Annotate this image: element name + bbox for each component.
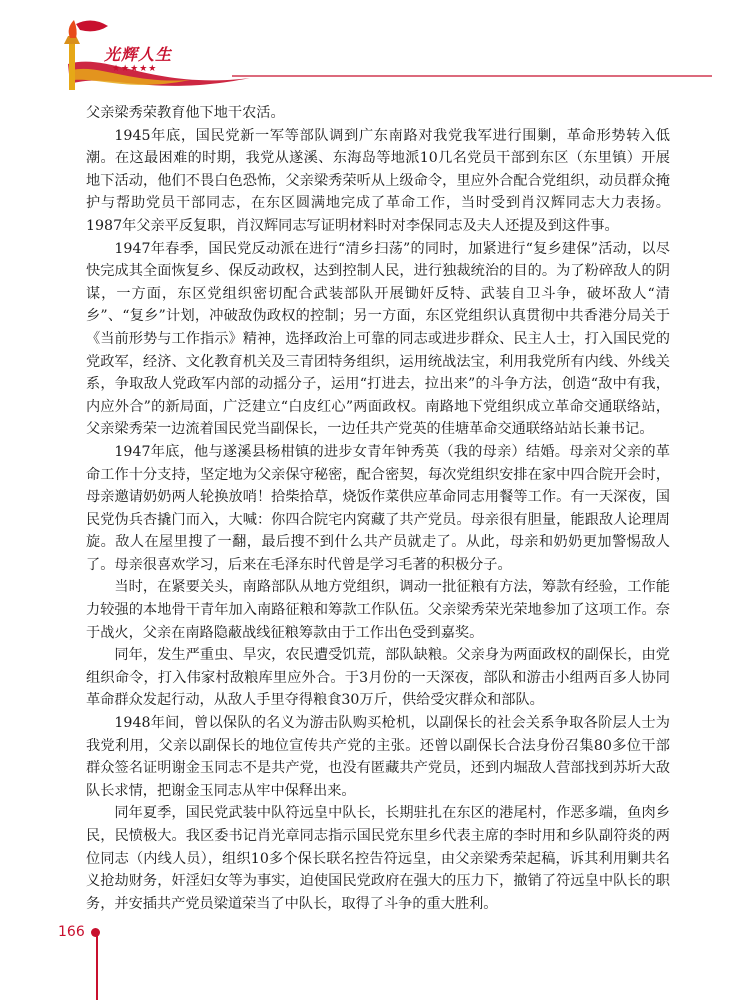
header-banner bbox=[0, 0, 732, 100]
flag-icon bbox=[69, 20, 108, 38]
paragraph: 同年，发生严重虫、旱灾，农民遭受饥荒，部队缺粮。父亲身为两面政权的副保长，由党组织命令，打入伟家村敌粮库里应外合。于3月份的一天深夜，部队和游击小组两百多人协同革命群众发起行动，从敌人手里夺得粮食30万斤，供给受灾群众和部队。 bbox=[86, 647, 670, 709]
paragraph: 1947年春季，国民党反动派在进行“清乡扫荡”的同时，加紧进行“复乡建保”活动，以尽快完成其全面恢复乡、保反动政权，达到控制人民，进行独裁统治的目的。为了粉碎敌人的阴谋，一方面，东区党组织密切配合武装部队开展锄奸反特、武装自卫斗争，破坏敌人“清乡”、“复乡”计划，冲破敌伪政权的控制；另一方面，东区党组织认真贯彻中共香港分局关于《当前形势与工作指示》精神，选择政治上可靠的同志或进步群众、民主人士，打入国民党的党政军，经济、文化教育机关及三青团特务组织，运用统战法宝，利用我党所有内线、外线关系，争取敌人党政军内部的动摇分子，运用“打进去，拉出来”的斗争方法，创造“敌中有我，内应外合”的新局面，广泛建立“白皮红心”两面政权。南路地下党组织成立革命交通联络站，父亲梁秀荣一边流着国民党当副保长，一边任共产党英的佳塘革命交通联络站站长兼书记。 bbox=[86, 240, 670, 438]
paragraph: 同年夏季，国民党武装中队符远皇中队长，长期驻扎在东区的港尾村，作恶多端，鱼肉乡民，民愤极大。我区委书记肖光章同志指示国民党东里乡代表主席的李时用和乡队副符炎的两位同志（内线人员），组织10多个保长联名控告符远皇，由父亲梁秀荣起稿，诉其利用剿共名义抢劫财务，奸淫妇女等为事实，迫使国民党政府在强大的压力下，撤销了符远皇中队长的职务，并安插共产党员梁道荣当了中队长，取得了斗争的重大胜利。 bbox=[86, 805, 670, 912]
margin-rule bbox=[96, 936, 98, 1000]
article-body bbox=[86, 102, 670, 915]
paragraph: 当时，在紧要关头，南路部队从地方党组织，调动一批征粮有方法，筹款有经验，工作能力较强的本地骨干青年加入南路征粮和筹款工作队伍。父亲梁秀荣光荣地参加了这项工作。奈于战火，父亲在南路隐蔽战线征粮筹款由于工作出色受到嘉奖。 bbox=[86, 579, 670, 641]
paragraph: 父亲梁秀荣教育他下地干农活。 bbox=[86, 105, 285, 121]
paragraph: 1948年间，曾以保队的名义为游击队购买枪机，以副保长的社会关系争取各阶层人士为我党利用，父亲以副保长的地位宣传共产党的主张。还曾以副保长合法身份召集80多位干部群众签名证明谢金玉同志不是共产党，也没有匿藏共产党员，还到内堀敌人营部找到苏圻大敌队长求情，把谢金玉同志从牢中保释出来。 bbox=[86, 715, 670, 799]
section-title: 光辉人生 bbox=[104, 45, 173, 64]
paragraph: 1947年底，他与遂溪县杨柑镇的进步女青年钟秀英（我的母亲）结婚。母亲对父亲的革命工作十分支持，坚定地为父亲保守秘密，配合密契，每次党组织安排在家中四合院开会时，母亲邀请奶奶两人轮换放哨！拾柴拾草，烧饭作菜供应革命同志用餐等工作。有一天深夜，国民党伪兵杏撬门而入，大喊：你四合院宅内窝藏了共产党员。母亲很有胆量，能跟敌人论理周旋。敌人在屋里搜了一翻，最后搜不到什么共产员就走了。从此，母亲和奶奶更加警惕敌人了。母亲很喜欢学习，后来在毛泽东时代曾是学习毛著的积极分子。 bbox=[86, 443, 670, 573]
page-number: 166 bbox=[58, 924, 85, 940]
paragraph: 1945年底，国民党新一军等部队调到广东南路对我党我军进行围剿，革命形势转入低潮。在这最困难的时期，我党从遂溪、东海岛等地派10几名党员干部到东区（东里镇）开展地下活动，他们不畏白色恐怖，父亲梁秀荣听从上级命令，里应外合配合党组织，动员群众掩护与帮助党员干部同志，在东区圆满地完成了革命工作，当时受到肖汉辉同志大力表扬。1987年父亲平反复职，肖汉辉同志写证明材料时对李保同志及夫人还提及到这件事。 bbox=[86, 127, 670, 234]
stars-rating: ★★★★★ bbox=[112, 64, 158, 74]
